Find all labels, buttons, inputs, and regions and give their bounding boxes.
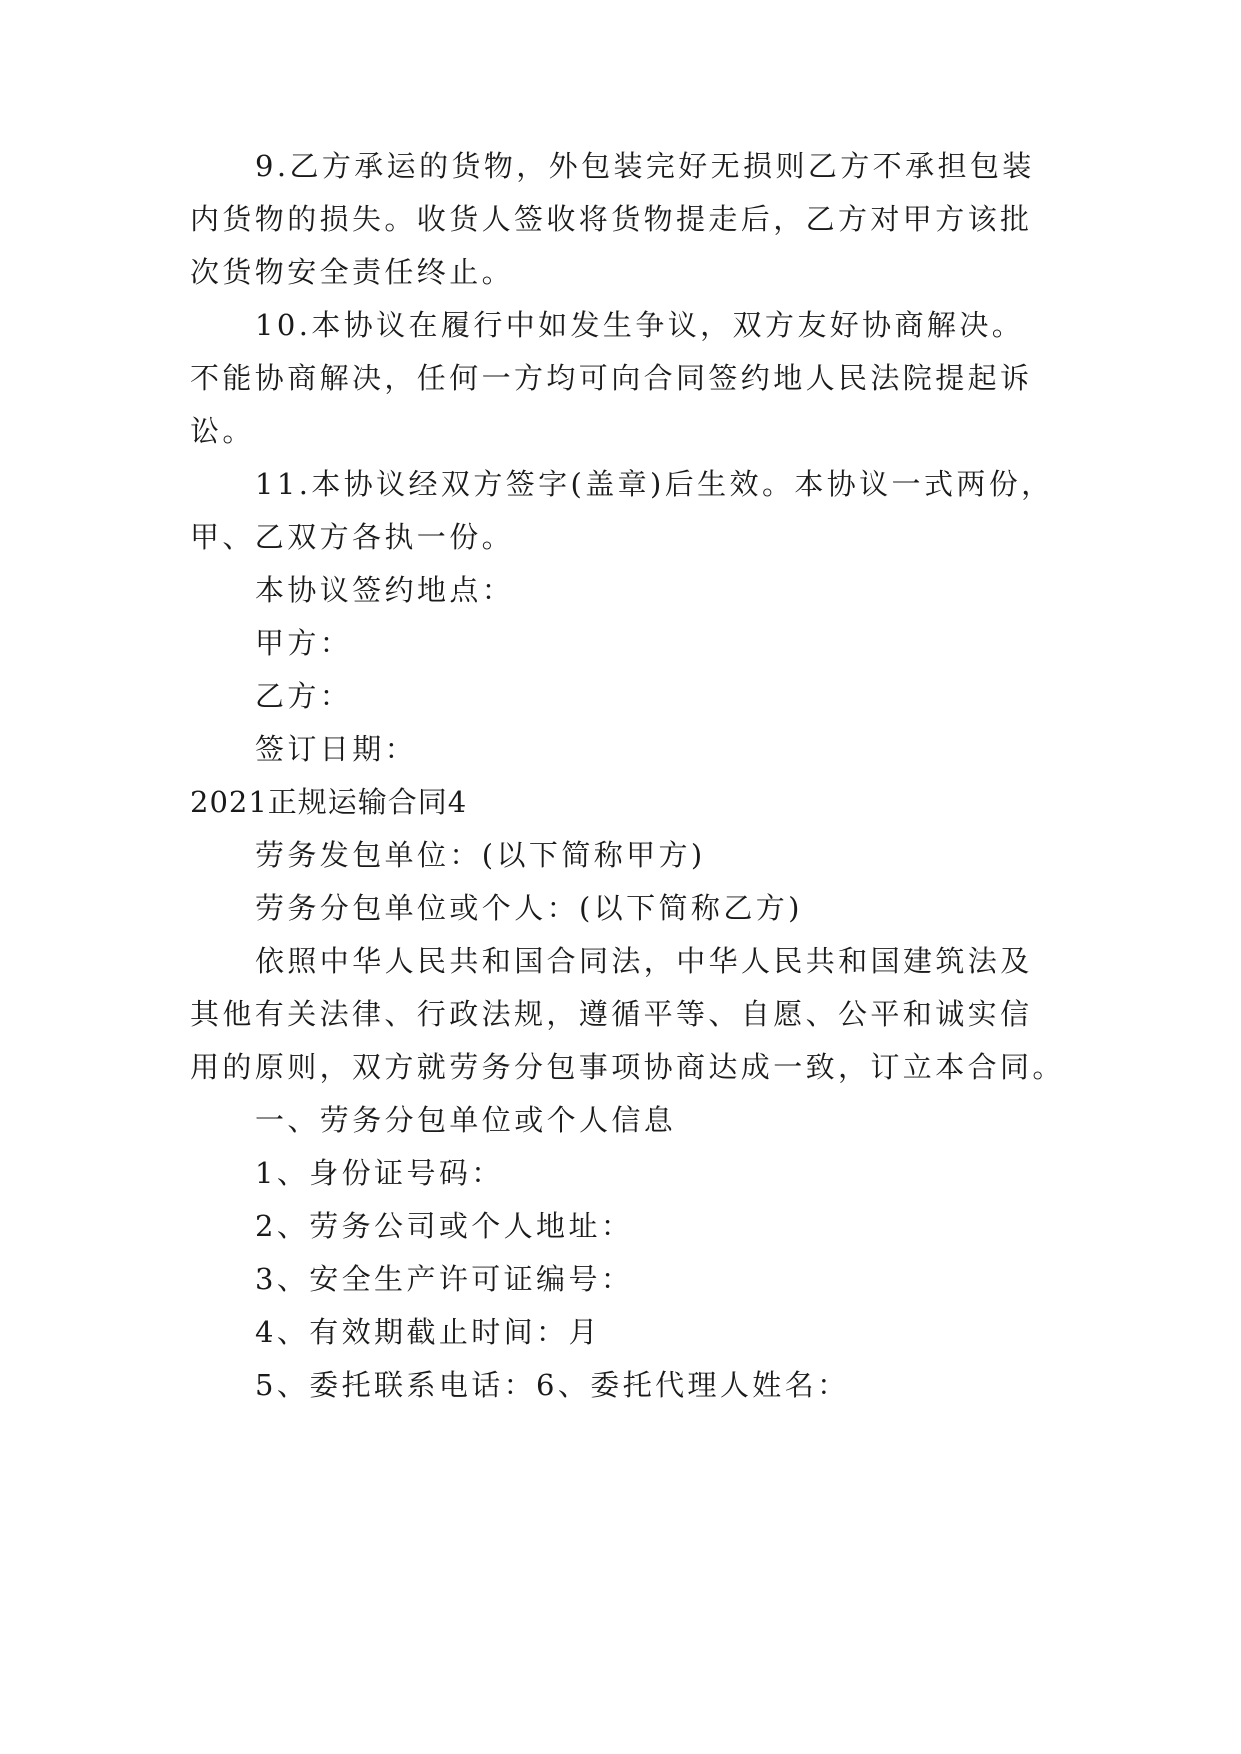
signing-location-label: 本协议签约地点： bbox=[255, 573, 515, 607]
clause-9-line-2: 内货物的损失。收货人签收将货物提走后，乙方对甲方该批 bbox=[190, 202, 1033, 236]
clause-9-line-1: 9.乙方承运的货物，外包装完好无损则乙方不承担包装 bbox=[255, 149, 1035, 183]
preamble-line-2: 其他有关法律、行政法规，遵循平等、自愿、公平和诚实信 bbox=[190, 997, 1033, 1031]
clause-10-line-2: 不能协商解决，任何一方均可向合同签约地人民法院提起诉 bbox=[190, 361, 1033, 395]
clause-10-line-1: 10.本协议在履行中如发生争议，双方友好协商解决。 bbox=[255, 308, 1025, 342]
contact-and-agent-field: 5、委托联系电话：6、委托代理人姓名： bbox=[255, 1368, 850, 1402]
party-b-label: 乙方： bbox=[255, 679, 353, 713]
expiry-date-field: 4、有效期截止时间：月 bbox=[255, 1315, 601, 1349]
clause-9-line-3: 次货物安全责任终止。 bbox=[190, 255, 515, 289]
section-title: 2021正规运输合同4 bbox=[190, 785, 468, 819]
clause-11-line-1: 11.本协议经双方签字(盖章)后生效。本协议一式两份， bbox=[255, 467, 1054, 501]
preamble-line-3: 用的原则，双方就劳务分包事项协商达成一致，订立本合同。 bbox=[190, 1050, 1065, 1084]
signing-date-label: 签订日期： bbox=[255, 732, 418, 766]
subcontractor-info-heading: 一、劳务分包单位或个人信息 bbox=[255, 1103, 677, 1137]
party-a-label: 甲方： bbox=[255, 626, 353, 660]
labor-issuer-label: 劳务发包单位：(以下简称甲方) bbox=[255, 838, 706, 872]
address-field: 2、劳务公司或个人地址： bbox=[255, 1209, 634, 1243]
clause-10-line-3: 讼。 bbox=[190, 414, 255, 448]
preamble-line-1: 依照中华人民共和国合同法，中华人民共和国建筑法及 bbox=[255, 944, 1033, 978]
safety-license-field: 3、安全生产许可证编号： bbox=[255, 1262, 634, 1296]
clause-11-line-2: 甲、乙双方各执一份。 bbox=[190, 520, 515, 554]
id-number-field: 1、身份证号码： bbox=[255, 1156, 504, 1190]
labor-subcontractor-label: 劳务分包单位或个人：(以下简称乙方) bbox=[255, 891, 803, 925]
